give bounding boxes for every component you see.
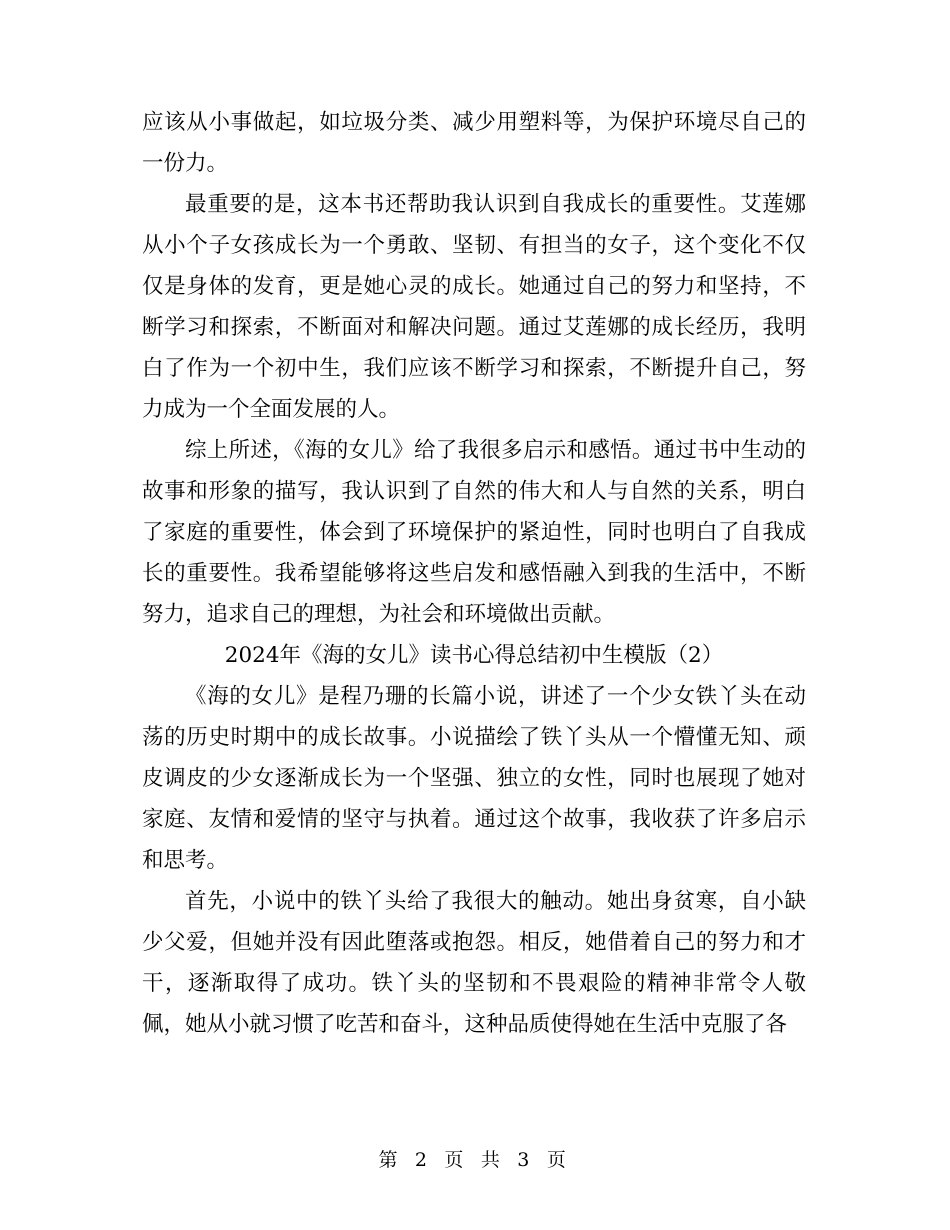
- page-number-footer: 第 2 页 共 3 页: [378, 1149, 572, 1171]
- paragraph: 最重要的是，这本书还帮助我认识到自我成长的重要性。艾莲娜从小个子女孩成长为一个勇敢、坚韧、有担当的女子，这个变化不仅仅是身体的发育，更是她心灵的成长。她通过自己的努力和坚持，不断学习和探索，不断面对和解决问题。通过艾莲娜的成长经历，我明白了作为一个初中生，我们应该不断学习和探索，不断提升自己，努力成为一个全面发展的人。: [142, 192, 806, 422]
- section-heading: 2024年《海的女儿》读书心得总结初中生模版（2）: [224, 643, 724, 668]
- paragraph: 综上所述，《海的女儿》给了我很多启示和感悟。通过书中生动的故事和形象的描写，我认识到了自然的伟大和人与自然的关系，明白了家庭的重要性，体会到了环境保护的紧迫性，同时也明白了自我成长的重要性。我希望能够将这些启发和感悟融入到我的生活中，不断努力，追求自己的理想，为社会和环境做出贡献。: [142, 438, 806, 627]
- paragraph-continued: 应该从小事做起，如垃圾分类、减少用塑料等，为保护环境尽自己的一份力。: [142, 110, 806, 176]
- paragraph: 《海的女儿》是程乃珊的长篇小说，讲述了一个少女铁丫头在动荡的历史时期中的成长故事。小说描绘了铁丫头从一个懵懂无知、顽皮调皮的少女逐渐成长为一个坚强、独立的女性，同时也展现了她对家庭、友情和爱情的坚守与执着。通过这个故事，我收获了许多启示和思考。: [142, 684, 806, 873]
- paragraph: 首先，小说中的铁丫头给了我很大的触动。她出身贫寒，自小缺少父爱，但她并没有因此堕落或抱怨。相反，她借着自己的努力和才干，逐渐取得了成功。铁丫头的坚韧和不畏艰险的精神非常令人敬佩，她从小就习惯了吃苦和奋斗，这种品质使得她在生活中克服了各: [142, 889, 806, 1037]
- document-body: [142, 102, 806, 1045]
